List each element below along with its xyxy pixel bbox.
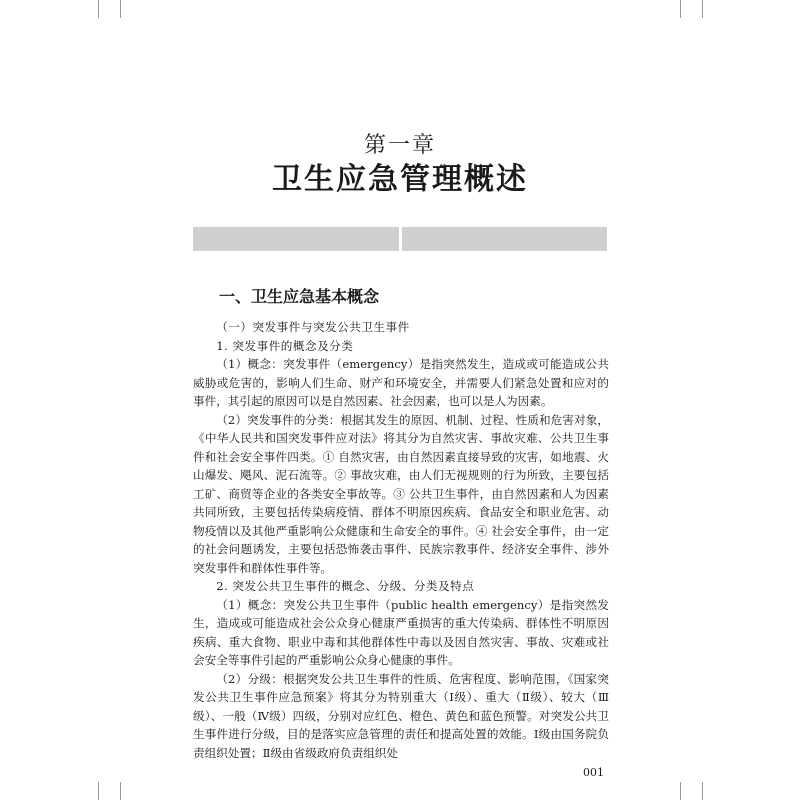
crop-mark-bottom-right-v2 xyxy=(702,782,703,800)
crop-mark-bottom-right-v xyxy=(680,782,681,800)
subheading: （一）突发事件与突发公共卫生事件 xyxy=(216,320,410,334)
body-text xyxy=(193,318,609,762)
crop-mark-top-right-v xyxy=(680,0,681,18)
paragraph: （2）分级：根据突发公共卫生事件的性质、危害程度、影响范围，《国家突发公共卫生事件应急预案》将其分为特别重大（Ⅰ级）、重大（Ⅱ级）、较大（Ⅲ级）、一般（Ⅳ级）四级，分别对应红色、橙色、黄色和蓝色预警。对突发公共卫生事件进行分级，目的是落实应急管理的责任和提高处置的效能。Ⅰ级由国务院负责组织处置；Ⅱ级由省级政府负责组织处 xyxy=(193,671,609,760)
chapter-banner-right xyxy=(402,227,607,251)
paragraph: （1）概念：突发公共卫生事件（public health emergency）是指突然发生，造成或可能造成社会公众身心健康严重损害的重大传染病、群体性不明原因疾病、重大食物、职业中毒和其他群体性中毒以及因自然灾害、事故、灾难或社会安全等事件引起的严重影响公众身心健康的事件。 xyxy=(193,597,609,667)
page-number: 001 xyxy=(583,766,604,779)
crop-mark-top-left-v2 xyxy=(120,0,121,18)
section-heading: 一、卫生应急基本概念 xyxy=(219,287,380,306)
crop-mark-bottom-left-v2 xyxy=(120,782,121,800)
subheading: 1. 突发事件的概念及分类 xyxy=(216,338,354,353)
chapter-banner-left xyxy=(193,227,399,251)
crop-mark-top-left-v xyxy=(98,0,99,18)
crop-mark-bottom-left-v xyxy=(98,782,99,800)
paragraph: （2）突发事件的分类：根据其发生的原因、机制、过程、性质和危害对象，《中华人民共和国突发事件应对法》将其分为自然灾害、事故灾难、公共卫生事件和社会安全事件四类。① 自然灾害，由自然因素直接导致的灾害，如地震、火山爆发、飓风、泥石流等。② 事故灾难，由人们无视规则的行为所致，主要包括工矿、商贸等企业的各类安全事故等。③ 公共卫生事件，由自然因素和人为因素共同所致，主要包括传染病疫情、群体不明原因疾病、食品安全和职业危害、动物疫情以及其他严重影响公众健康和生命安全的事件。④ 社会安全事件，由一定的社会问题诱发，主要包括恐怖袭击事件、民族宗教事件、经济安全事件、涉外突发事件和群体性事件等。 xyxy=(193,412,609,575)
paragraph: （1）概念：突发事件（emergency）是指突然发生，造成或可能造成公共威胁或危害的，影响人们生命、财产和环境安全，并需要人们紧急处置和应对的事件，其引起的原因可以是自然因素、社会因素，也可以是人为因素。 xyxy=(193,357,609,408)
subheading: 2. 突发公共卫生事件的概念、分级、分类及特点 xyxy=(216,579,475,593)
chapter-label: 第一章 xyxy=(363,133,436,158)
crop-mark-top-right-v2 xyxy=(702,0,703,18)
chapter-title: 卫生应急管理概述 xyxy=(272,162,528,197)
